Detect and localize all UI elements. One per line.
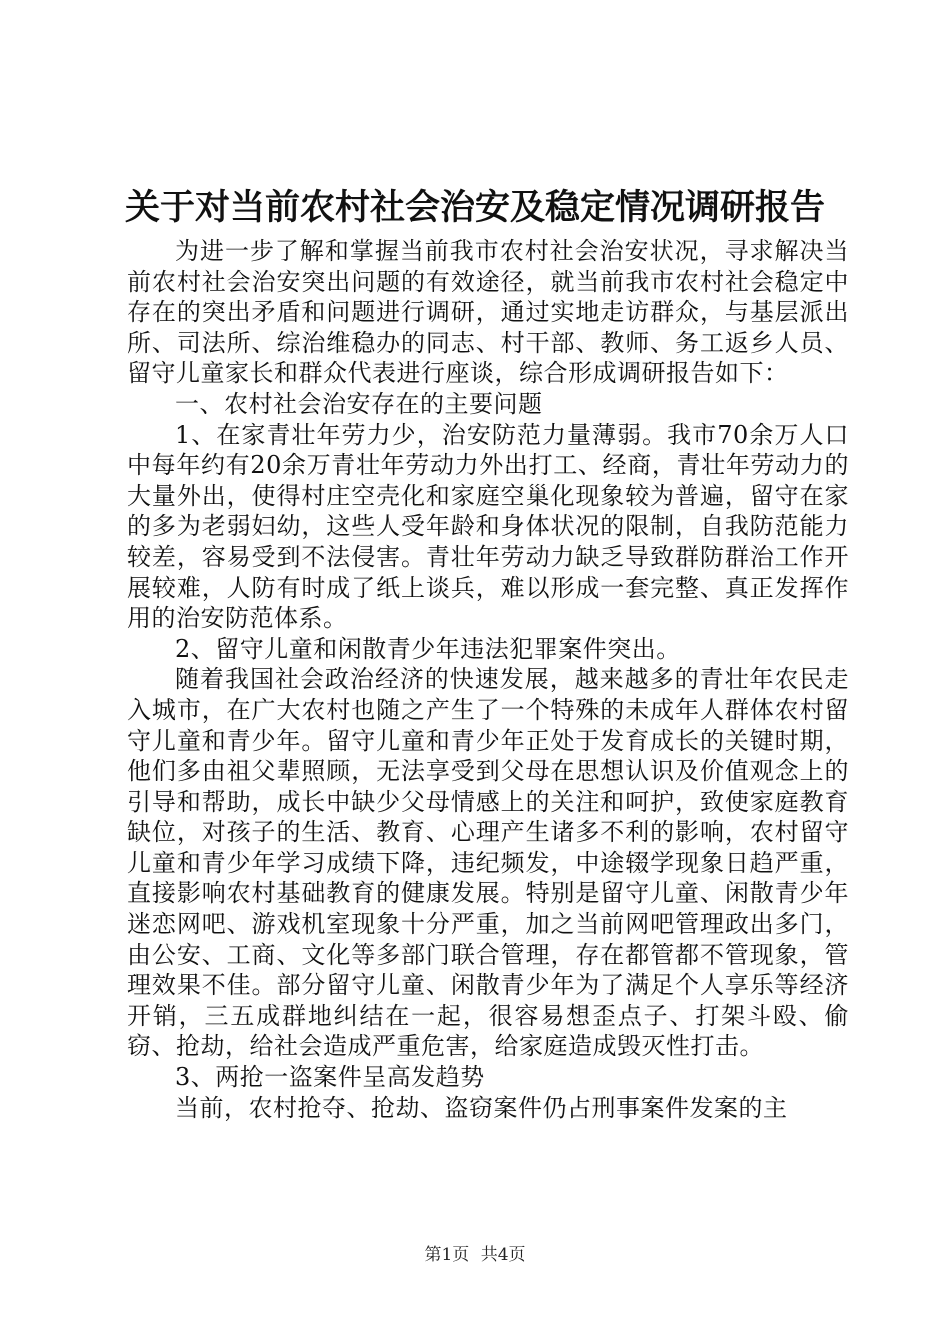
paragraph-point-3-body: 当前，农村抢夺、抢劫、盗窃案件仍占刑事案件发案的主: [175, 1093, 788, 1122]
paragraph-point-1: 1、在家青壮年劳力少，治安防范力量薄弱。我市70余万人口中每年约有20余万青壮年劳动力外出打工、经商，青壮年劳动力的大量外出，使得村庄空壳化和家庭空巢化现象较为普遍，留守在家的多为老弱妇幼，这些人受年龄和身体状况的限制，自我防范能力较差，容易受到不法侵害。青壮年劳动力缺乏导致群防群治工作开展较难，人防有时成了纸上谈兵，难以形成一套完整、真正发挥作用的治安防范体系。: [127, 420, 849, 633]
paragraph-intro: 为进一步了解和掌握当前我市农村社会治安状况，寻求解决当前农村社会治安突出问题的有效途径，就当前我市农村社会稳定中存在的突出矛盾和问题进行调研，通过实地走访群众，与基层派出所、司法所、综治维稳办的同志、村干部、教师、务工返乡人员、留守儿童家长和群众代表进行座谈，综合形成调研报告如下：: [127, 237, 849, 388]
page-footer: [0, 1244, 950, 1266]
document-title: 关于对当前农村社会治安及稳定情况调研报告: [124, 187, 825, 228]
paragraph-point-3-heading: 3、两抢一盗案件呈高发趋势: [175, 1063, 485, 1092]
page-number: 第1页: [424, 1245, 470, 1265]
paragraph-point-2-body: 随着我国社会政治经济的快速发展，越来越多的青壮年农民走入城市，在广大农村也随之产生了一个特殊的未成年人群体农村留守儿童和青少年。留守儿童和青少年正处于发育成长的关键时期，他们多由祖父辈照顾，无法享受到父母在思想认识及价值观念上的引导和帮助，成长中缺少父母情感上的关注和呵护，致使家庭教育缺位，对孩子的生活、教育、心理产生诸多不利的影响，农村留守儿童和青少年学习成绩下降，违纪频发，中途辍学现象日趋严重，直接影响农村基础教育的健康发展。特别是留守儿童、闲散青少年迷恋网吧、游戏机室现象十分严重，加之当前网吧管理政出多门，由公安、工商、文化等多部门联合管理，存在都管都不管现象，管理效果不佳。部分留守儿童、闲散青少年为了满足个人享乐等经济开销，三五成群地纠结在一起，很容易想歪点子、打架斗殴、偷窃、抢劫，给社会造成严重危害，给家庭造成毁灭性打击。: [127, 665, 849, 1061]
page-total: 共4页: [480, 1245, 526, 1265]
section-heading-1: 一、农村社会治安存在的主要问题: [175, 389, 543, 418]
paragraph-point-2-heading: 2、留守儿童和闲散青少年违法犯罪案件突出。: [175, 634, 681, 663]
document-body: [127, 236, 849, 1123]
